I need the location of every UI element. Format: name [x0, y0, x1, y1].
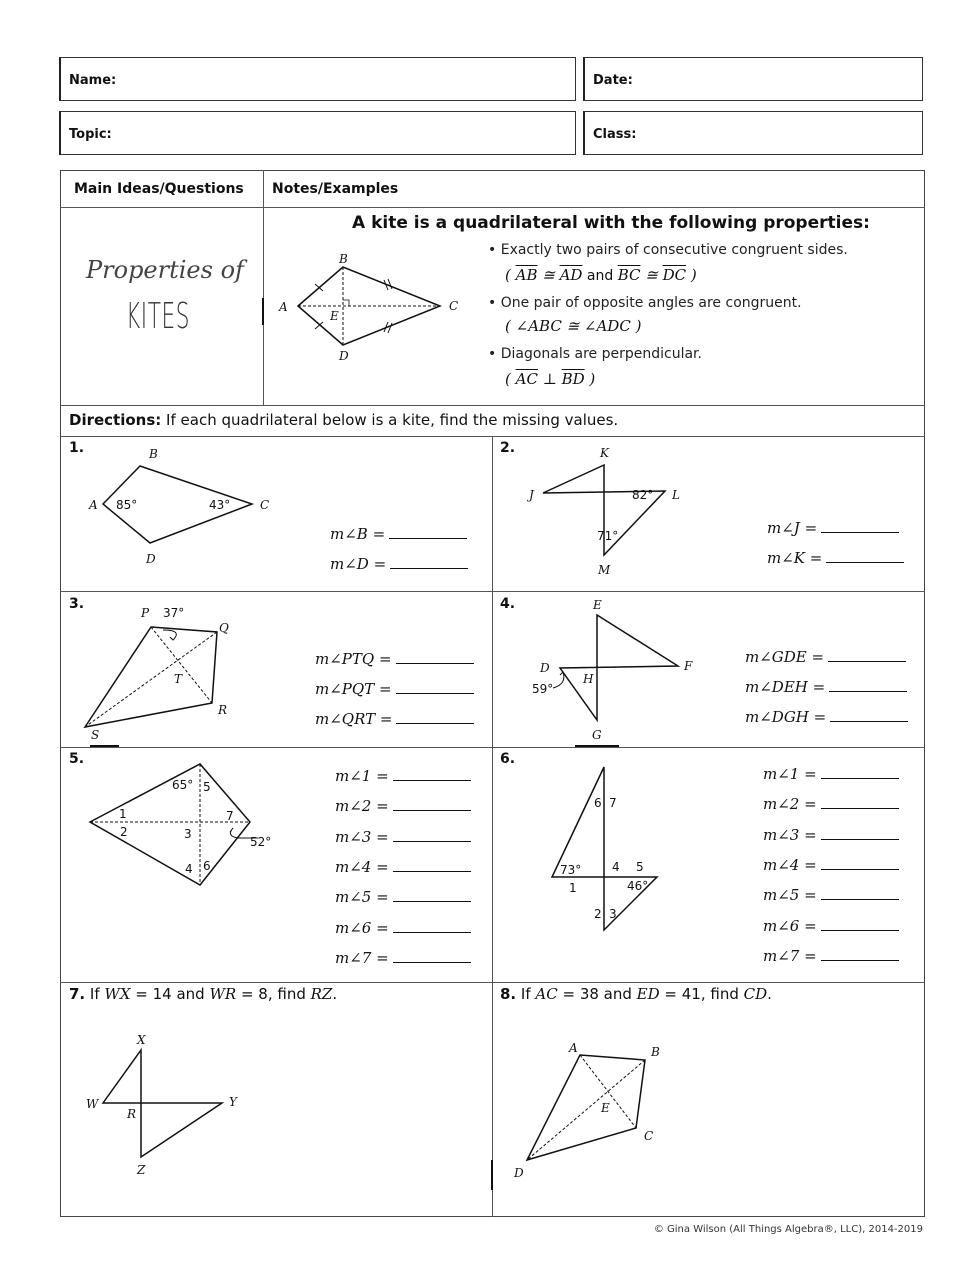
- angle-number: 3: [609, 907, 617, 921]
- answer-label: m∠D =: [330, 555, 387, 573]
- answer-label: m∠5 =: [763, 886, 817, 905]
- vertex-label: Q: [219, 621, 229, 635]
- answer-label: m∠6 =: [763, 916, 817, 935]
- angle-number: 5: [203, 780, 211, 794]
- problem-number: 1.: [69, 440, 85, 456]
- kite-5: [90, 764, 250, 885]
- answer-label: m∠GDE =: [745, 648, 825, 666]
- vertex-label: E: [601, 1101, 610, 1115]
- problem-number: 6.: [500, 751, 516, 767]
- angle-number: 1: [569, 881, 577, 895]
- vertex-label: C: [449, 299, 459, 313]
- vertex-label: L: [672, 488, 680, 502]
- answer-label: m∠J =: [767, 519, 818, 537]
- vertex-label: J: [529, 488, 534, 502]
- vertex-label: P: [141, 606, 150, 620]
- vertex-label: Z: [137, 1163, 146, 1177]
- vertex-label: R: [127, 1107, 137, 1121]
- angle-label: 46°: [627, 879, 649, 893]
- property-2: • One pair of opposite angles are congruent.: [488, 295, 802, 311]
- vertex-label: E: [330, 309, 339, 323]
- kite-3: [85, 627, 217, 727]
- answer-label: m∠B =: [330, 525, 386, 543]
- vertex-label: X: [137, 1033, 146, 1047]
- angle-number: 5: [636, 860, 644, 874]
- answer-label: m∠PQT =: [315, 680, 392, 698]
- column-header-main-ideas: Main Ideas/Questions: [74, 181, 244, 197]
- answer-label: m∠PTQ =: [315, 650, 392, 668]
- angle-number: 4: [185, 862, 193, 876]
- class-label: Class:: [593, 127, 637, 142]
- angle-number: 1: [119, 807, 127, 821]
- angle-number: 6: [594, 796, 602, 810]
- answer-label: m∠2 =: [335, 797, 389, 816]
- answer-label: m∠7 =: [335, 948, 389, 967]
- vertex-label: B: [651, 1045, 660, 1059]
- angle-number: 3: [184, 827, 192, 841]
- title-kites: KITES: [126, 296, 191, 337]
- answer-label: m∠1 =: [763, 765, 817, 783]
- vertex-label: G: [592, 728, 602, 742]
- properties-heading: A kite is a quadrilateral with the following properties:: [352, 213, 870, 233]
- vertex-label: A: [569, 1041, 578, 1055]
- answer-label: m∠6 =: [335, 918, 389, 937]
- answer-label: m∠4 =: [335, 857, 389, 876]
- answer-label: m∠DEH =: [745, 678, 826, 696]
- vertex-label: M: [598, 563, 611, 577]
- copyright-footer: © Gina Wilson (All Things Algebra®, LLC), 2014-2019: [653, 1224, 923, 1235]
- answer-label: m∠QRT =: [315, 710, 393, 728]
- vertex-label: A: [89, 498, 98, 512]
- problem-7-prompt: 7. If WX = 14 and WR = 8, find RZ.: [69, 985, 338, 1003]
- angle-number: 6: [203, 859, 211, 873]
- problem-number: 3.: [69, 596, 85, 612]
- vertex-label: C: [644, 1129, 654, 1143]
- answer-label: m∠3 =: [763, 825, 817, 844]
- column-header-notes: Notes/Examples: [272, 181, 399, 197]
- vertex-label: R: [218, 703, 228, 717]
- vertex-label: S: [91, 728, 100, 742]
- right-angle-icon: [343, 300, 349, 306]
- date-label: Date:: [593, 73, 633, 88]
- vertex-label: D: [540, 661, 550, 675]
- angle-label: 73°: [560, 863, 582, 877]
- vertex-label: D: [146, 552, 156, 566]
- vertex-label: T: [174, 672, 183, 686]
- vertex-label: D: [514, 1166, 524, 1180]
- vertex-label: K: [600, 446, 609, 460]
- problem-number: 5.: [69, 751, 85, 767]
- answer-label: m∠K =: [767, 549, 823, 567]
- property-1-math: ( $\overline{AB}$ ≅ $\overline{AD}$ and $\overline{BC}$ ≅ $\overline{DC}$ ): [505, 266, 697, 284]
- topic-label: Topic:: [69, 127, 112, 142]
- vertex-label: F: [684, 659, 693, 673]
- angle-label: 71°: [597, 529, 619, 543]
- property-1: • Exactly two pairs of consecutive congruent sides.: [488, 242, 848, 258]
- answer-label: m∠1 =: [335, 767, 389, 785]
- answer-label: m∠5 =: [335, 888, 389, 907]
- vertex-label: Y: [229, 1095, 237, 1109]
- angle-number: 7: [609, 796, 617, 810]
- problem-8-prompt: 8. If AC = 38 and ED = 41, find CD.: [500, 985, 772, 1003]
- kite-8: [527, 1055, 645, 1160]
- directions: Directions: If each quadrilateral below is a kite, find the missing values.: [69, 411, 619, 429]
- property-3-math: ( $\overline{AC}$ ⊥ $\overline{BD}$ ): [505, 370, 596, 388]
- angle-label: 37°: [163, 606, 185, 620]
- answer-label: m∠7 =: [763, 946, 817, 965]
- vertex-label: D: [339, 349, 349, 363]
- angle-number: 4: [612, 860, 620, 874]
- problem-number: 2.: [500, 440, 516, 456]
- angle-label: 59°: [532, 682, 554, 696]
- answer-label: m∠2 =: [763, 795, 817, 814]
- property-2-math: ( ∠ABC ≅ ∠ADC ): [505, 317, 642, 335]
- angle-number: 2: [594, 907, 602, 921]
- angle-label: 65°: [172, 778, 194, 792]
- problem-number: 4.: [500, 596, 516, 612]
- angle-label: 82°: [632, 488, 654, 502]
- vertex-label: E: [593, 598, 602, 612]
- angle-label: 52°: [250, 835, 272, 849]
- vertex-label: B: [149, 447, 158, 461]
- answer-label: m∠3 =: [335, 827, 389, 846]
- angle-number: 7: [226, 809, 234, 823]
- vertex-label: H: [583, 672, 594, 686]
- property-3: • Diagonals are perpendicular.: [488, 346, 702, 362]
- vertex-label: A: [279, 300, 288, 314]
- answer-label: m∠4 =: [763, 855, 817, 874]
- vertex-label: C: [260, 498, 270, 512]
- answer-label: m∠DGH =: [745, 708, 827, 726]
- angle-label: 85°: [116, 498, 138, 512]
- angle-label: 43°: [209, 498, 231, 512]
- vertex-label: W: [86, 1097, 99, 1111]
- angle-number: 2: [120, 825, 128, 839]
- vertex-label: B: [339, 252, 348, 266]
- name-label: Name:: [69, 73, 117, 88]
- title-script: Properties of: [86, 256, 244, 284]
